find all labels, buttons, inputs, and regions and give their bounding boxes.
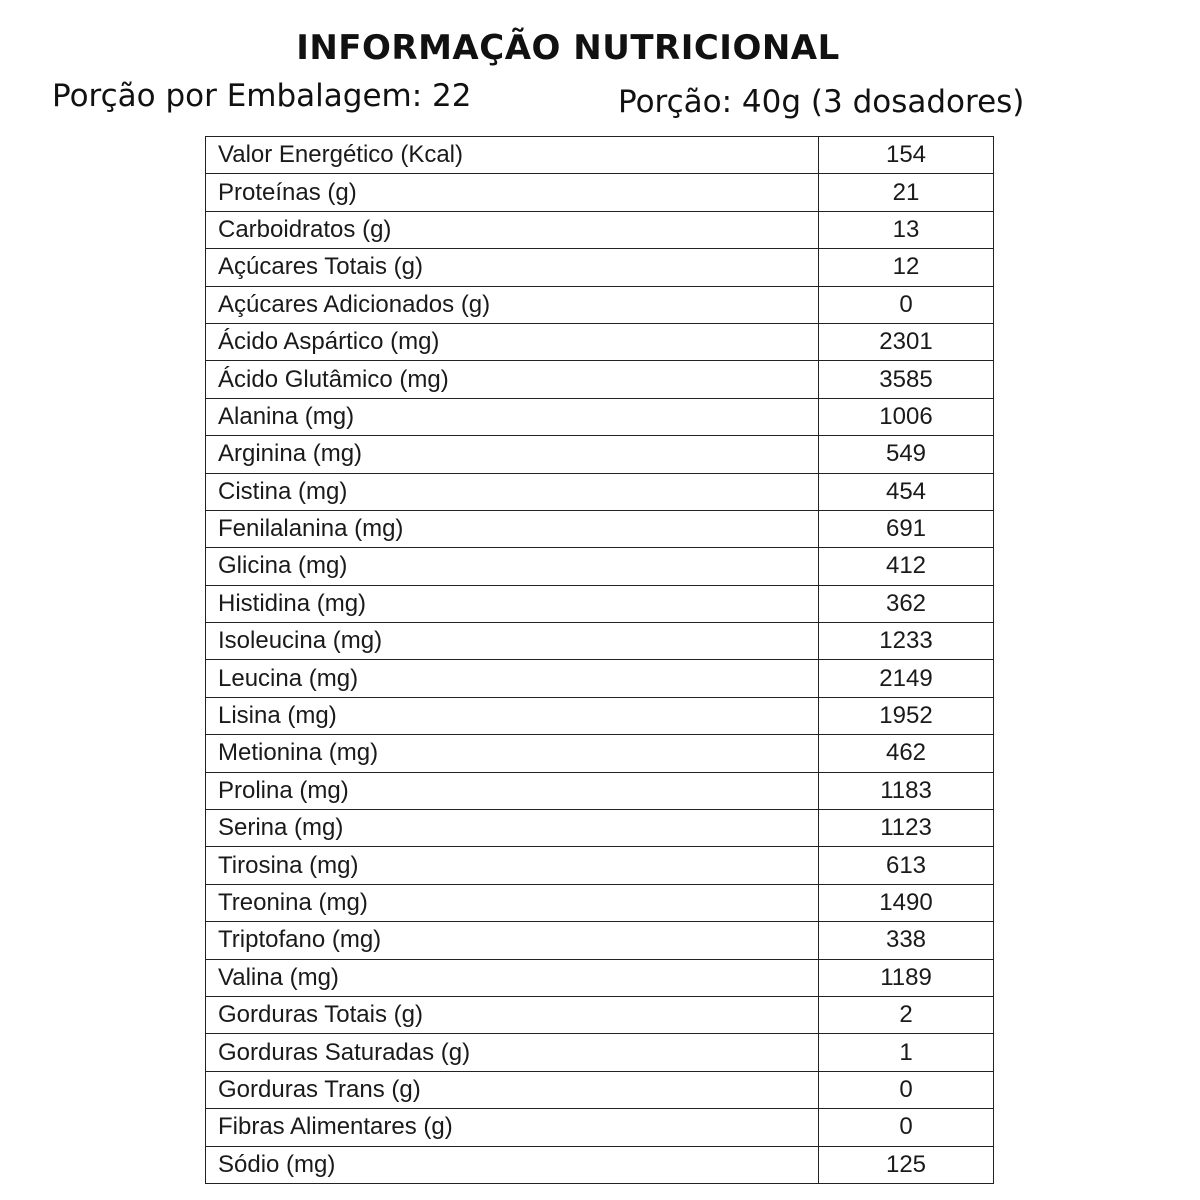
- nutrient-value-cell: 412: [819, 548, 994, 585]
- table-row: [206, 361, 994, 398]
- nutrient-value-cell: 691: [819, 510, 994, 547]
- nutrient-name-cell: Triptofano (mg): [206, 922, 819, 959]
- nutrient-name-cell: Açúcares Adicionados (g): [206, 286, 819, 323]
- nutrient-name-cell: Fenilalanina (mg): [206, 510, 819, 547]
- page-title: INFORMAÇÃO NUTRICIONAL: [296, 28, 840, 68]
- nutrient-value-cell: 12: [819, 249, 994, 286]
- nutrient-value-cell: 2301: [819, 323, 994, 360]
- nutrient-name-cell: Arginina (mg): [206, 436, 819, 473]
- table-row: [206, 174, 994, 211]
- nutrient-name-cell: Fibras Alimentares (g): [206, 1109, 819, 1146]
- table-row: [206, 1109, 994, 1146]
- portion-size: Porção: 40g (3 dosadores): [618, 84, 1025, 120]
- nutrient-name-cell: Gorduras Trans (g): [206, 1071, 819, 1108]
- nutrient-name-cell: Glicina (mg): [206, 548, 819, 585]
- nutrient-name-cell: Ácido Aspártico (mg): [206, 323, 819, 360]
- nutrient-value-cell: 462: [819, 735, 994, 772]
- servings-per-package: Porção por Embalagem: 22: [52, 78, 472, 114]
- table-row: [206, 959, 994, 996]
- nutrient-value-cell: 362: [819, 585, 994, 622]
- table-row: [206, 137, 994, 174]
- table-row: [206, 211, 994, 248]
- nutrient-value-cell: 0: [819, 286, 994, 323]
- nutrient-name-cell: Metionina (mg): [206, 735, 819, 772]
- nutrient-value-cell: 1123: [819, 810, 994, 847]
- table-row: [206, 323, 994, 360]
- nutrient-name-cell: Proteínas (g): [206, 174, 819, 211]
- nutrient-value-cell: 1006: [819, 398, 994, 435]
- nutrient-name-cell: Valor Energético (Kcal): [206, 137, 819, 174]
- nutrient-name-cell: Sódio (mg): [206, 1146, 819, 1183]
- nutrition-table-body: [206, 137, 994, 1184]
- nutrient-value-cell: 1490: [819, 884, 994, 921]
- table-row: [206, 436, 994, 473]
- nutrient-value-cell: 13: [819, 211, 994, 248]
- nutrient-value-cell: 1: [819, 1034, 994, 1071]
- table-row: [206, 660, 994, 697]
- nutrient-value-cell: 1233: [819, 623, 994, 660]
- table-row: [206, 249, 994, 286]
- nutrient-value-cell: 0: [819, 1071, 994, 1108]
- nutrient-name-cell: Isoleucina (mg): [206, 623, 819, 660]
- table-row: [206, 847, 994, 884]
- nutrient-name-cell: Gorduras Totais (g): [206, 996, 819, 1033]
- table-row: [206, 1034, 994, 1071]
- nutrient-name-cell: Treonina (mg): [206, 884, 819, 921]
- table-row: [206, 1146, 994, 1183]
- table-row: [206, 697, 994, 734]
- table-row: [206, 922, 994, 959]
- table-row: [206, 772, 994, 809]
- nutrient-value-cell: 1183: [819, 772, 994, 809]
- table-row: [206, 735, 994, 772]
- nutrient-value-cell: 454: [819, 473, 994, 510]
- nutrient-value-cell: 1952: [819, 697, 994, 734]
- table-row: [206, 1071, 994, 1108]
- nutrient-value-cell: 2: [819, 996, 994, 1033]
- nutrient-name-cell: Valina (mg): [206, 959, 819, 996]
- nutrition-table: [205, 136, 994, 1184]
- table-row: [206, 996, 994, 1033]
- table-row: [206, 810, 994, 847]
- nutrient-name-cell: Tirosina (mg): [206, 847, 819, 884]
- nutrient-value-cell: 338: [819, 922, 994, 959]
- nutrient-name-cell: Carboidratos (g): [206, 211, 819, 248]
- nutrient-value-cell: 549: [819, 436, 994, 473]
- nutrient-value-cell: 21: [819, 174, 994, 211]
- nutrient-value-cell: 125: [819, 1146, 994, 1183]
- table-row: [206, 473, 994, 510]
- nutrient-value-cell: 1189: [819, 959, 994, 996]
- nutrient-name-cell: Serina (mg): [206, 810, 819, 847]
- table-row: [206, 585, 994, 622]
- nutrient-value-cell: 2149: [819, 660, 994, 697]
- nutrition-table-container: [205, 136, 994, 1184]
- nutrient-value-cell: 613: [819, 847, 994, 884]
- table-row: [206, 884, 994, 921]
- nutrient-name-cell: Gorduras Saturadas (g): [206, 1034, 819, 1071]
- nutrient-value-cell: 154: [819, 137, 994, 174]
- nutrient-name-cell: Lisina (mg): [206, 697, 819, 734]
- nutrient-name-cell: Ácido Glutâmico (mg): [206, 361, 819, 398]
- table-row: [206, 623, 994, 660]
- nutrient-value-cell: 3585: [819, 361, 994, 398]
- table-row: [206, 286, 994, 323]
- nutrient-name-cell: Cistina (mg): [206, 473, 819, 510]
- table-row: [206, 398, 994, 435]
- nutrient-name-cell: Açúcares Totais (g): [206, 249, 819, 286]
- nutrient-name-cell: Prolina (mg): [206, 772, 819, 809]
- nutrient-name-cell: Histidina (mg): [206, 585, 819, 622]
- nutrient-name-cell: Leucina (mg): [206, 660, 819, 697]
- table-row: [206, 510, 994, 547]
- nutrient-name-cell: Alanina (mg): [206, 398, 819, 435]
- table-row: [206, 548, 994, 585]
- nutrient-value-cell: 0: [819, 1109, 994, 1146]
